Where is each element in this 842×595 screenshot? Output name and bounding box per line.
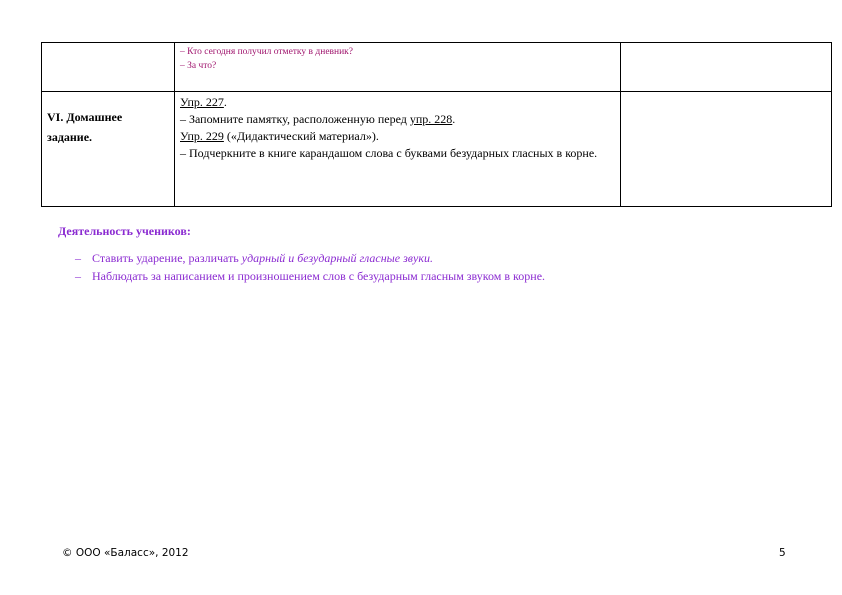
table-row (42, 43, 832, 92)
table-row (42, 92, 832, 207)
list-dash: – (75, 269, 81, 283)
exercise-link[interactable]: Упр. 229 (180, 129, 224, 143)
homework-line: Упр. 227. (180, 95, 227, 109)
list-item: – Ставить ударение, различать ударный и безударный гласные звуки. (75, 251, 433, 265)
notes-cell (621, 92, 832, 207)
question-line: – За что? (180, 61, 217, 71)
stage-cell-empty (42, 43, 175, 92)
notes-cell (621, 43, 832, 92)
content-cell (175, 43, 621, 92)
homework-line: – Подчеркните в книге карандашом слова с буквами безударных гласных в корне. (180, 146, 598, 160)
homework-line: Упр. 229 («Дидактический материал»). (180, 129, 379, 143)
exercise-link[interactable]: Упр. 227 (180, 95, 224, 109)
homework-line: – Запомните памятку, расположенную перед упр. 228. (180, 112, 456, 126)
question-line: – Кто сегодня получил отметку в дневник? (180, 47, 354, 57)
activity-list (75, 249, 545, 285)
exercise-link[interactable]: упр. 228 (409, 112, 453, 126)
lesson-table (41, 42, 832, 207)
page-number: 5 (779, 547, 786, 559)
activity-title: Деятельность учеников: (58, 224, 191, 238)
copyright-footer: © ООО «Баласс», 2012 (62, 547, 189, 559)
stage-cell: VI. Домашнее задание. (42, 92, 175, 207)
content-cell (175, 92, 621, 207)
list-dash: – (75, 251, 81, 265)
list-item: – Наблюдать за написанием и произношением слов с безударным гласным звуком в корне. (75, 269, 546, 283)
